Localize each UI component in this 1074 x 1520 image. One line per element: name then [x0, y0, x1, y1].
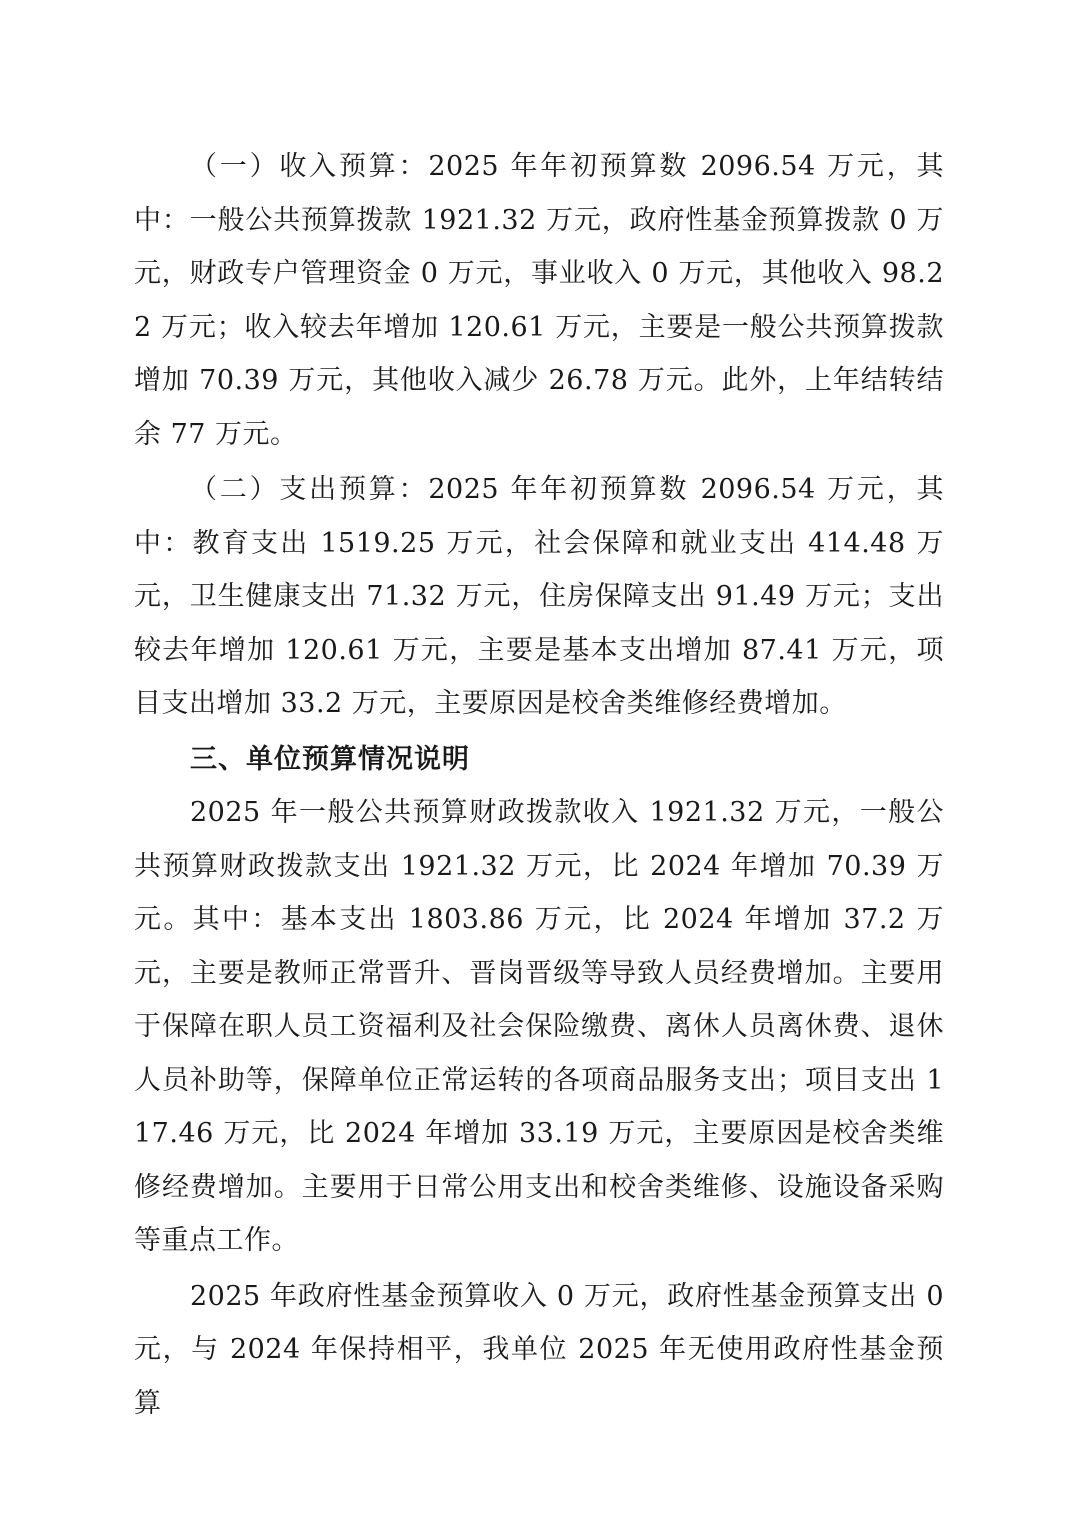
document-body	[134, 140, 944, 1432]
paragraph-expenditure-budget: （二）支出预算：2025 年年初预算数 2096.54 万元，其中：教育支出 1519.25 万元，社会保障和就业支出 414.48 万元，卫生健康支出 71.32 万元，住房保障支出 91.49 万元；支出较去年增加 120.61 万元，主要是基本支出增加 87.41 万元，项目支出增加 33.2 万元，主要原因是校舍类维修经费增加。	[134, 474, 944, 719]
section-heading: 三、单位预算情况说明	[190, 743, 470, 775]
paragraph-general-public-budget: 2025 年一般公共预算财政拨款收入 1921.32 万元，一般公共预算财政拨款支出 1921.32 万元，比 2024 年增加 70.39 万元。其中：基本支出 1803.86 万元，比 2024 年增加 37.2 万元，主要是教师正常晋升、晋岗晋级等导致人员经费增加。主要用于保障在职人员工资福利及社会保险缴费、离休人员离休费、退休人员补助等，保障单位正常运转的各项商品服务支出；项目支出 117.46 万元，比 2024 年增加 33.19 万元，主要原因是校舍类维修经费增加。主要用于日常公用支出和校舍类维修、设施设备采购等重点工作。	[134, 797, 944, 1256]
paragraph-income-budget: （一）收入预算：2025 年年初预算数 2096.54 万元，其中：一般公共预算拨款 1921.32 万元，政府性基金预算拨款 0 万元，财政专户管理资金 0 万元，事业收入 0 万元，其他收入 98.22 万元；收入较去年增加 120.61 万元，主要是一般公共预算拨款增加 70.39 万元，其他收入减少 26.78 万元。此外，上年结转结余 77 万元。	[134, 151, 944, 450]
paragraph-government-fund-budget: 2025 年政府性基金预算收入 0 万元，政府性基金预算支出 0 元，与 2024 年保持相平，我单位 2025 年无使用政府性基金预算	[134, 1280, 944, 1419]
